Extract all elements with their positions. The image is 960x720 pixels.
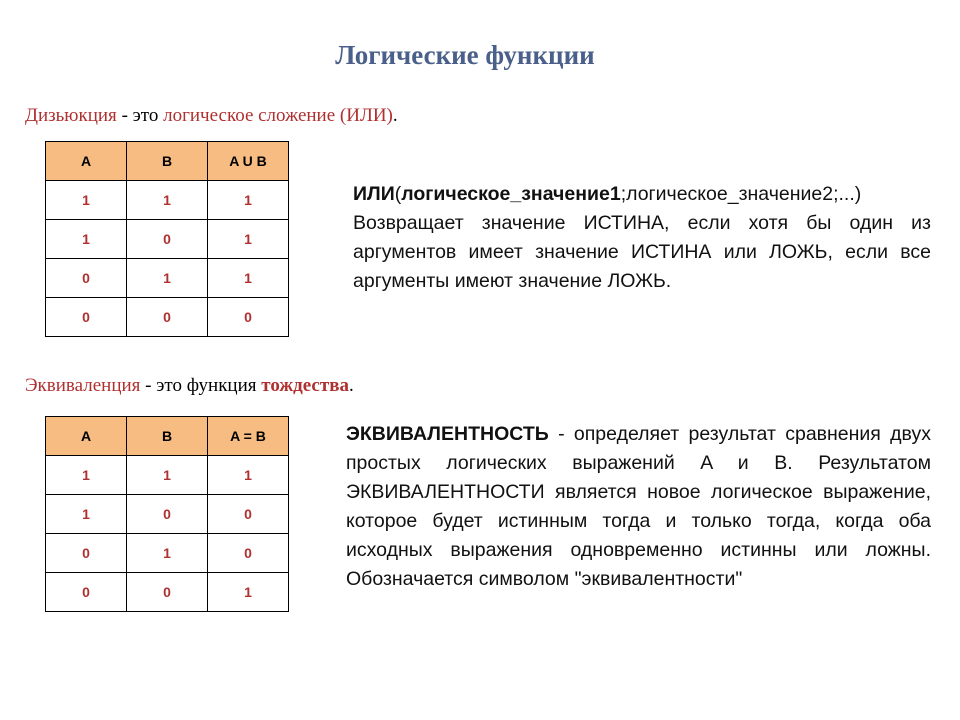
header-cell-b: B (127, 417, 208, 456)
cell: 0 (46, 573, 127, 612)
equivalence-truth-table (45, 416, 289, 612)
equivalence-definition (25, 375, 354, 397)
cell: 1 (127, 181, 208, 220)
cell: 1 (208, 220, 289, 259)
table-row (46, 181, 289, 220)
cell: 0 (127, 495, 208, 534)
table-row (46, 534, 289, 573)
equivalence-description (346, 420, 931, 594)
cell: 1 (46, 456, 127, 495)
cell: 0 (46, 534, 127, 573)
cell: 1 (208, 573, 289, 612)
equivalence-meaning: тождества (261, 375, 349, 396)
equivalence-desc-term: ЭКВИВАЛЕНТНОСТЬ (346, 423, 549, 445)
table-row (46, 298, 289, 337)
disjunction-end: . (392, 105, 398, 126)
disjunction-dash: - это (116, 105, 164, 126)
page-title: Логические функции (335, 40, 595, 70)
cell: 1 (46, 181, 127, 220)
equivalence-end: . (348, 375, 354, 396)
or-truth-table (45, 141, 289, 337)
table-row (46, 456, 289, 495)
cell: 1 (127, 456, 208, 495)
cell: 1 (127, 259, 208, 298)
cell: 1 (208, 259, 289, 298)
disjunction-meaning: логическое сложение (ИЛИ) (163, 105, 393, 126)
or-function-name: ИЛИ (353, 183, 395, 205)
cell: 0 (127, 573, 208, 612)
or-function-arg1: логическое_значение1 (401, 183, 621, 205)
table-row (46, 495, 289, 534)
cell: 0 (208, 534, 289, 573)
or-function-open: ( (394, 183, 402, 205)
cell: 1 (46, 495, 127, 534)
or-function-description (353, 180, 931, 296)
equivalence-term: Эквиваленция (25, 375, 141, 396)
cell: 1 (46, 220, 127, 259)
cell: 0 (46, 298, 127, 337)
cell: 0 (208, 298, 289, 337)
table-header-row (46, 142, 289, 181)
or-function-args: ;логическое_значение2;...) (620, 183, 862, 205)
header-cell-a: A (46, 142, 127, 181)
header-cell-b: B (127, 142, 208, 181)
cell: 0 (208, 495, 289, 534)
equivalence-desc-body: - определяет результат сравнения двух простых логических выражений A и B. Результатом ЭКВИВАЛЕНТНОСТИ является новое логическое выражение, которое будет истинным тогда и только тогда, когда оба исходных выражения одновременно истинны или ложны. Обозначается символом "эквивалентности" (346, 423, 931, 590)
disjunction-definition (25, 105, 398, 127)
table-row (46, 573, 289, 612)
or-function-body: Возвращает значение ИСТИНА, если хотя бы один из аргументов имеет значение ИСТИНА или ЛОЖЬ, если все аргументы имеют значение ЛОЖЬ. (353, 212, 931, 292)
header-cell-result: A U B (208, 142, 289, 181)
cell: 0 (127, 298, 208, 337)
cell: 0 (127, 220, 208, 259)
table-row (46, 259, 289, 298)
cell: 0 (46, 259, 127, 298)
cell: 1 (127, 534, 208, 573)
equivalence-dash: - это функция (140, 375, 262, 396)
disjunction-term: Дизьюкция (25, 105, 117, 126)
header-cell-a: A (46, 417, 127, 456)
cell: 1 (208, 456, 289, 495)
cell: 1 (208, 181, 289, 220)
header-cell-result: A = B (208, 417, 289, 456)
table-row (46, 220, 289, 259)
table-header-row (46, 417, 289, 456)
